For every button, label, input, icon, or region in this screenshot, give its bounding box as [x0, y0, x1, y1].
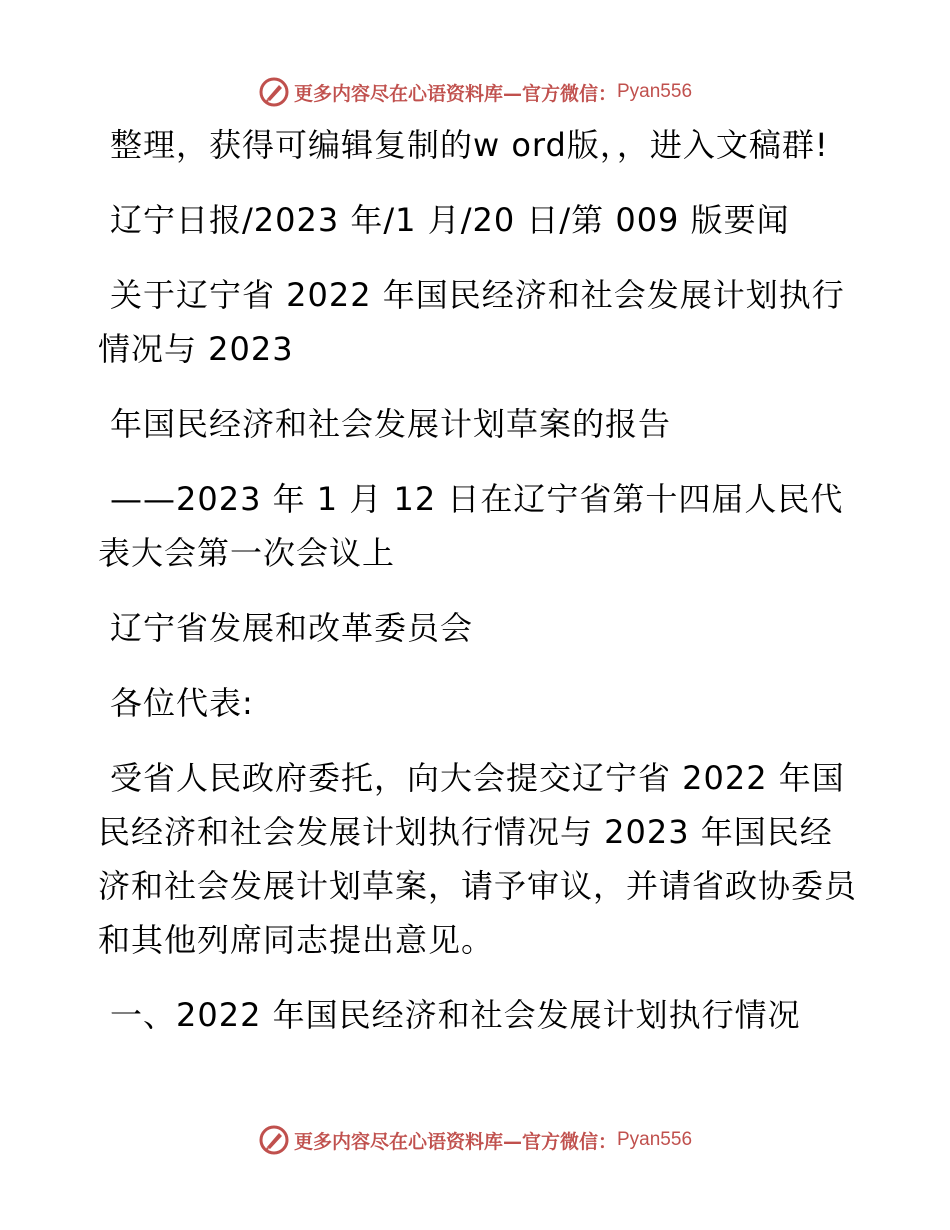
watermark-text: 更多内容尽在心语资料库—官方微信：: [293, 1130, 617, 1153]
report-title-line-2: 年国民经济和社会发展计划草案的报告: [110, 405, 672, 443]
document-body: [98, 118, 858, 1063]
pen-logo-icon: [258, 1124, 290, 1156]
salutation: 各位代表:: [110, 684, 254, 722]
header-watermark: [0, 72, 950, 112]
opening-paragraph: 受省人民政府委托，向大会提交辽宁省 2022 年国民经济和社会发展计划执行情况与 2023 年国民经济和社会发展计划草案，请予审议，并请省政协委员和其他列席同志提出意见。: [98, 759, 858, 959]
footer-watermark: [0, 1120, 950, 1160]
watermark-wechat-id: Pyan556: [617, 1129, 693, 1150]
section-heading-1: 一、2022 年国民经济和社会发展计划执行情况: [110, 996, 801, 1034]
intro-note: 整理，获得可编辑复制的w ord版，，进入文稿群!: [110, 126, 829, 164]
report-title-line-1: 关于辽宁省 2022 年国民经济和社会发展计划执行情况与 2023: [98, 276, 845, 368]
report-author: 辽宁省发展和改革委员会: [110, 609, 474, 647]
source-line: 辽宁日报/2023 年/1 月/20 日/第 009 版要闻: [110, 201, 790, 239]
pen-logo-icon: [258, 76, 290, 108]
report-subtitle: ——2023 年 1 月 12 日在辽宁省第十四届人民代表大会第一次会议上: [98, 480, 844, 572]
watermark-wechat-id: Pyan556: [617, 81, 693, 102]
watermark-text: 更多内容尽在心语资料库—官方微信：: [293, 82, 617, 105]
